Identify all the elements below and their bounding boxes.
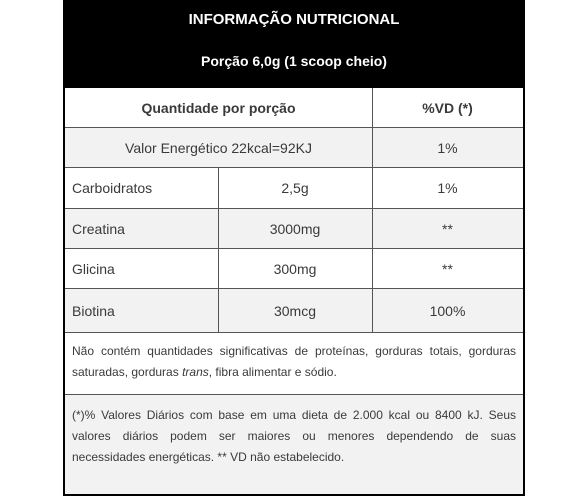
energy-vd: 1% <box>437 139 458 156</box>
nutrient-name: Creatina <box>72 220 125 237</box>
nutrition-facts-panel <box>63 0 525 496</box>
nutrient-name: Carboidratos <box>72 180 153 196</box>
nutrient-vd: ** <box>442 220 453 237</box>
daily-value-note-line: (*)% Valores Diários com base em uma dieta de 2.000 kcal ou 8400 kJ. Seus <box>72 408 516 422</box>
energy-row <box>65 128 523 168</box>
daily-value-note-line: necessidades energéticas. ** VD não estabelecido. <box>72 450 345 464</box>
daily-value-note-line: valores diários podem ser maiores ou menores dependendo de suas <box>72 429 516 443</box>
portion-size: Porção 6,0g (1 scoop cheio) <box>201 53 387 69</box>
energy-label: Valor Energético 22kcal=92KJ <box>125 139 312 156</box>
nutrition-header <box>65 2 523 88</box>
daily-value-note <box>65 395 523 494</box>
trans-italic: trans <box>182 365 209 379</box>
nutrient-name: Glicina <box>72 260 115 277</box>
nutrient-vd: 1% <box>437 180 458 196</box>
nutrient-vd: ** <box>442 260 453 277</box>
column-header-row <box>65 88 523 128</box>
quantity-header: Quantidade por porção <box>141 99 296 116</box>
insignificant-note-line: Não contém quantidades significativas de proteínas, gorduras totais, gorduras <box>72 344 516 358</box>
nutrient-amount: 30mcg <box>273 302 317 319</box>
table-row <box>65 168 523 209</box>
vd-header: %VD (*) <box>422 99 473 116</box>
insignificant-note-line: saturadas, gorduras trans, fibra alimentar e sódio. <box>72 365 337 379</box>
nutrition-title: INFORMAÇÃO NUTRICIONAL <box>188 11 400 28</box>
nutrient-name: Biotina <box>72 302 115 319</box>
nutrient-amount: 300mg <box>273 260 317 277</box>
nutrient-vd: 100% <box>429 302 466 319</box>
insignificant-note <box>65 333 523 395</box>
table-row <box>65 249 523 289</box>
nutrient-amount: 3000mg <box>269 220 321 237</box>
nutrient-amount: 2,5g <box>281 180 309 196</box>
table-row <box>65 289 523 333</box>
table-row <box>65 209 523 249</box>
